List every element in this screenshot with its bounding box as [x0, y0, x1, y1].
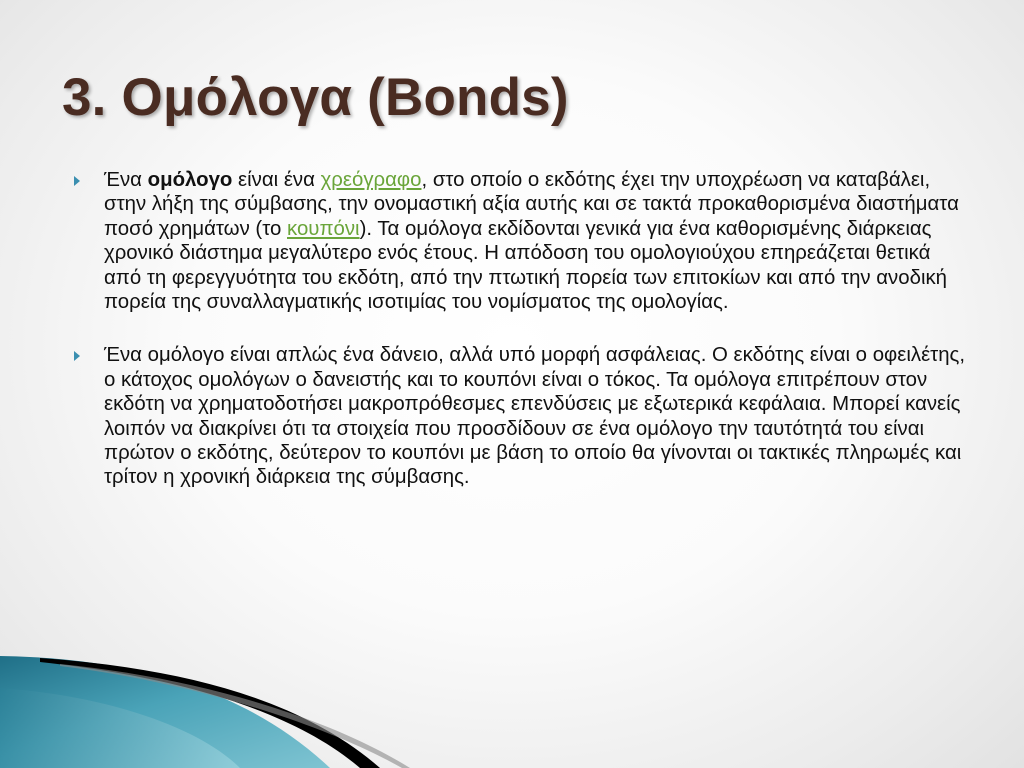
bullet-text: , στο οποίο ο εκδότης έχει την υποχρέωση να καταβάλει, στην λήξη της σύμβασης, την ονομαστική αξία αυτής και σε τακτά προκαθορισμένα διαστήματα ποσό χρημάτων (το [104, 169, 959, 240]
bullet-item [70, 168, 970, 314]
triangle-bullet-icon [74, 351, 80, 361]
bullet-text: ). Τα ομόλογα εκδίδονται γενικά για ένα καθορισμένης διάρκειας χρονικό διάστημα μεγαλύτερο ενός έτους. Η απόδοση του ομολογιούχου επηρεάζεται θετικά από τη φερεγγυότητα του εκδότη, από την πτωτική πορεία των επιτοκίων και από την ανοδική πορεία της συναλλαγματικής ισοτιμίας του νομίσματος της ομολογίας. [104, 217, 948, 314]
bullet-bold-term: ομόλογο [147, 169, 233, 191]
decor-gray-line [60, 664, 410, 768]
decor-teal-wave [0, 656, 330, 768]
hyperlink-chreografo[interactable]: χρεόγραφο [320, 169, 422, 191]
slide-content [70, 168, 970, 519]
decor-black-swoosh [40, 658, 380, 768]
bullet-item [70, 343, 970, 489]
triangle-bullet-icon [74, 176, 80, 186]
bullet-text: είναι ένα [232, 169, 321, 191]
bullet-text: Ένα ομόλογο είναι απλώς ένα δάνειο, αλλά υπό μορφή ασφάλειας. Ο εκδότης είναι ο οφειλέτης, ο κάτοχος ομολόγων ο δανειστής και το κουπόνι είναι ο τόκος. Τα ομόλογα επιτρέπουν στον εκδότη να χρηματοδοτήσει μακροπρόθεσμες επενδύσεις με εξωτερικά κεφάλαια. Μπορεί κανείς λοιπόν να διακρίνει ότι τα στοιχεία που προσδίδουν σε ένα ομόλογο την ταυτότητά του είναι πρώτον ο εκδότης, δεύτερον το κουπόνι με βάση το οποίο θα γίνονται οι τακτικές πληρωμές και τρίτον η χρονική διάρκεια της σύμβασης. [104, 344, 966, 489]
decor-teal-sheen [0, 688, 240, 768]
bullet-text: Ένα [104, 169, 148, 191]
bottom-decoration [0, 638, 1024, 768]
slide-title: 3. Ομόλογα (Bonds) [62, 68, 569, 127]
hyperlink-kouponi[interactable]: κουπόνι [287, 217, 360, 240]
